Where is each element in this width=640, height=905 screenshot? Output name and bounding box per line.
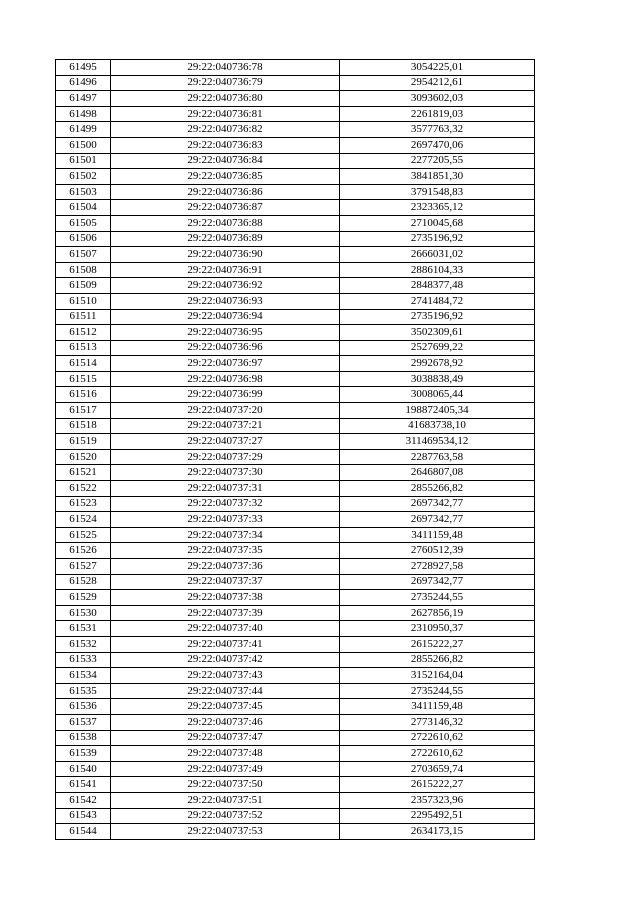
table-row [56, 792, 535, 808]
table-row [56, 777, 535, 793]
table-row [56, 621, 535, 637]
row-number-cell: 61500 [56, 137, 111, 153]
row-number-cell: 61510 [56, 293, 111, 309]
cadastral-value-cell: 3093602,03 [340, 91, 535, 107]
row-number-cell: 61506 [56, 231, 111, 247]
cadastral-value-cell: 2735196,92 [340, 231, 535, 247]
table-row [56, 106, 535, 122]
row-number-cell: 61495 [56, 60, 111, 76]
row-number-cell: 61539 [56, 746, 111, 762]
table-row [56, 418, 535, 434]
cadastral-value-cell: 41683738,10 [340, 418, 535, 434]
table-row [56, 169, 535, 185]
cadastral-number-cell: 29:22:040737:49 [111, 761, 340, 777]
cadastral-value-cell: 2287763,58 [340, 449, 535, 465]
cadastral-value-cell: 2722610,62 [340, 730, 535, 746]
cadastral-value-cell: 2527699,22 [340, 340, 535, 356]
row-number-cell: 61517 [56, 403, 111, 419]
cadastral-value-cell: 2741484,72 [340, 293, 535, 309]
cadastral-value-cell: 2855266,82 [340, 652, 535, 668]
cadastral-number-cell: 29:22:040736:83 [111, 137, 340, 153]
row-number-cell: 61521 [56, 465, 111, 481]
cadastral-number-cell: 29:22:040736:78 [111, 60, 340, 76]
cadastral-number-cell: 29:22:040736:81 [111, 106, 340, 122]
cadastral-number-cell: 29:22:040737:27 [111, 434, 340, 450]
row-number-cell: 61532 [56, 636, 111, 652]
cadastral-number-cell: 29:22:040737:41 [111, 636, 340, 652]
table-row [56, 559, 535, 575]
row-number-cell: 61513 [56, 340, 111, 356]
row-number-cell: 61520 [56, 449, 111, 465]
table-row [56, 496, 535, 512]
cadastral-number-cell: 29:22:040737:47 [111, 730, 340, 746]
row-number-cell: 61538 [56, 730, 111, 746]
cadastral-value-cell: 2634173,15 [340, 824, 535, 840]
row-number-cell: 61528 [56, 574, 111, 590]
cadastral-value-cell: 2323365,12 [340, 200, 535, 216]
cadastral-number-cell: 29:22:040737:51 [111, 792, 340, 808]
table-row [56, 434, 535, 450]
cadastral-value-cell: 2261819,03 [340, 106, 535, 122]
table-row [56, 449, 535, 465]
cadastral-value-cell: 3791548,83 [340, 184, 535, 200]
cadastral-number-cell: 29:22:040736:96 [111, 340, 340, 356]
cadastral-value-cell: 2886104,33 [340, 262, 535, 278]
cadastral-value-cell: 3038838,49 [340, 371, 535, 387]
cadastral-number-cell: 29:22:040736:91 [111, 262, 340, 278]
cadastral-number-cell: 29:22:040737:20 [111, 403, 340, 419]
table-row [56, 808, 535, 824]
table-row [56, 184, 535, 200]
cadastral-value-table [55, 59, 535, 840]
cadastral-number-cell: 29:22:040736:99 [111, 387, 340, 403]
cadastral-value-cell: 2295492,51 [340, 808, 535, 824]
row-number-cell: 61503 [56, 184, 111, 200]
cadastral-number-cell: 29:22:040737:36 [111, 559, 340, 575]
table-row [56, 153, 535, 169]
table-row [56, 75, 535, 91]
cadastral-value-cell: 2703659,74 [340, 761, 535, 777]
cadastral-value-cell: 2954212,61 [340, 75, 535, 91]
cadastral-value-cell: 2855266,82 [340, 481, 535, 497]
cadastral-value-cell: 2697470,06 [340, 137, 535, 153]
table-row [56, 60, 535, 76]
cadastral-number-cell: 29:22:040737:31 [111, 481, 340, 497]
row-number-cell: 61509 [56, 278, 111, 294]
table-row [56, 730, 535, 746]
table-row [56, 605, 535, 621]
row-number-cell: 61535 [56, 683, 111, 699]
cadastral-value-cell: 3411159,48 [340, 699, 535, 715]
cadastral-number-cell: 29:22:040737:43 [111, 668, 340, 684]
table-row [56, 403, 535, 419]
row-number-cell: 61523 [56, 496, 111, 512]
row-number-cell: 61541 [56, 777, 111, 793]
row-number-cell: 61499 [56, 122, 111, 138]
cadastral-value-cell: 2848377,48 [340, 278, 535, 294]
cadastral-number-cell: 29:22:040736:84 [111, 153, 340, 169]
table-body [56, 60, 535, 840]
cadastral-value-cell: 2697342,77 [340, 496, 535, 512]
table-row [56, 231, 535, 247]
row-number-cell: 61512 [56, 325, 111, 341]
cadastral-value-cell: 2992678,92 [340, 356, 535, 372]
table-row [56, 293, 535, 309]
table-row [56, 683, 535, 699]
cadastral-value-cell: 3841851,30 [340, 169, 535, 185]
table-row [56, 91, 535, 107]
cadastral-number-cell: 29:22:040736:82 [111, 122, 340, 138]
cadastral-number-cell: 29:22:040737:38 [111, 590, 340, 606]
cadastral-value-cell: 2773146,32 [340, 714, 535, 730]
row-number-cell: 61525 [56, 527, 111, 543]
row-number-cell: 61515 [56, 371, 111, 387]
cadastral-number-cell: 29:22:040737:53 [111, 824, 340, 840]
table-row [56, 262, 535, 278]
cadastral-number-cell: 29:22:040737:50 [111, 777, 340, 793]
table-row [56, 714, 535, 730]
cadastral-value-cell: 3577763,32 [340, 122, 535, 138]
cadastral-number-cell: 29:22:040737:46 [111, 714, 340, 730]
cadastral-number-cell: 29:22:040737:30 [111, 465, 340, 481]
table-row [56, 761, 535, 777]
row-number-cell: 61507 [56, 247, 111, 263]
cadastral-value-cell: 2615222,27 [340, 777, 535, 793]
row-number-cell: 61536 [56, 699, 111, 715]
cadastral-value-cell: 3502309,61 [340, 325, 535, 341]
table-row [56, 309, 535, 325]
cadastral-value-cell: 2646807,08 [340, 465, 535, 481]
table-row [56, 527, 535, 543]
cadastral-number-cell: 29:22:040737:34 [111, 527, 340, 543]
cadastral-number-cell: 29:22:040736:89 [111, 231, 340, 247]
cadastral-value-cell: 2310950,37 [340, 621, 535, 637]
row-number-cell: 61511 [56, 309, 111, 325]
table-row [56, 215, 535, 231]
cadastral-value-cell: 3054225,01 [340, 60, 535, 76]
table-row [56, 137, 535, 153]
cadastral-number-cell: 29:22:040737:44 [111, 683, 340, 699]
table-row [56, 668, 535, 684]
table-row [56, 200, 535, 216]
table-row [56, 699, 535, 715]
cadastral-number-cell: 29:22:040736:79 [111, 75, 340, 91]
cadastral-value-cell: 3411159,48 [340, 527, 535, 543]
cadastral-value-cell: 2735196,92 [340, 309, 535, 325]
cadastral-number-cell: 29:22:040737:48 [111, 746, 340, 762]
cadastral-number-cell: 29:22:040736:86 [111, 184, 340, 200]
table-row [56, 574, 535, 590]
table-row [56, 325, 535, 341]
row-number-cell: 61530 [56, 605, 111, 621]
table-row [56, 356, 535, 372]
row-number-cell: 61527 [56, 559, 111, 575]
cadastral-value-cell: 2760512,39 [340, 543, 535, 559]
table-row [56, 387, 535, 403]
cadastral-number-cell: 29:22:040736:93 [111, 293, 340, 309]
cadastral-number-cell: 29:22:040736:98 [111, 371, 340, 387]
row-number-cell: 61501 [56, 153, 111, 169]
cadastral-value-cell: 2735244,55 [340, 683, 535, 699]
cadastral-number-cell: 29:22:040737:29 [111, 449, 340, 465]
row-number-cell: 61544 [56, 824, 111, 840]
table-row [56, 278, 535, 294]
cadastral-number-cell: 29:22:040737:21 [111, 418, 340, 434]
table-row [56, 746, 535, 762]
row-number-cell: 61537 [56, 714, 111, 730]
cadastral-value-cell: 2735244,55 [340, 590, 535, 606]
row-number-cell: 61531 [56, 621, 111, 637]
table-row [56, 122, 535, 138]
row-number-cell: 61540 [56, 761, 111, 777]
row-number-cell: 61518 [56, 418, 111, 434]
cadastral-number-cell: 29:22:040736:87 [111, 200, 340, 216]
cadastral-value-cell: 2357323,96 [340, 792, 535, 808]
table-row [56, 512, 535, 528]
cadastral-number-cell: 29:22:040736:90 [111, 247, 340, 263]
row-number-cell: 61543 [56, 808, 111, 824]
table-row [56, 636, 535, 652]
row-number-cell: 61516 [56, 387, 111, 403]
cadastral-value-cell: 311469534,12 [340, 434, 535, 450]
row-number-cell: 61502 [56, 169, 111, 185]
cadastral-value-cell: 2728927,58 [340, 559, 535, 575]
cadastral-number-cell: 29:22:040737:32 [111, 496, 340, 512]
row-number-cell: 61514 [56, 356, 111, 372]
cadastral-number-cell: 29:22:040736:97 [111, 356, 340, 372]
table-row [56, 543, 535, 559]
cadastral-value-cell: 2710045,68 [340, 215, 535, 231]
row-number-cell: 61524 [56, 512, 111, 528]
cadastral-number-cell: 29:22:040736:85 [111, 169, 340, 185]
cadastral-number-cell: 29:22:040737:37 [111, 574, 340, 590]
row-number-cell: 61526 [56, 543, 111, 559]
table-row [56, 371, 535, 387]
table-row [56, 652, 535, 668]
row-number-cell: 61533 [56, 652, 111, 668]
cadastral-number-cell: 29:22:040736:88 [111, 215, 340, 231]
cadastral-value-cell: 2697342,77 [340, 574, 535, 590]
cadastral-value-cell: 198872405,34 [340, 403, 535, 419]
cadastral-value-cell: 2615222,27 [340, 636, 535, 652]
row-number-cell: 61497 [56, 91, 111, 107]
cadastral-number-cell: 29:22:040737:39 [111, 605, 340, 621]
cadastral-number-cell: 29:22:040737:40 [111, 621, 340, 637]
row-number-cell: 61529 [56, 590, 111, 606]
table-row [56, 590, 535, 606]
cadastral-value-cell: 2722610,62 [340, 746, 535, 762]
row-number-cell: 61498 [56, 106, 111, 122]
cadastral-number-cell: 29:22:040736:92 [111, 278, 340, 294]
cadastral-value-cell: 2277205,55 [340, 153, 535, 169]
cadastral-value-cell: 3152164,04 [340, 668, 535, 684]
row-number-cell: 61508 [56, 262, 111, 278]
table-row [56, 247, 535, 263]
table-row [56, 465, 535, 481]
cadastral-value-cell: 2697342,77 [340, 512, 535, 528]
cadastral-number-cell: 29:22:040737:35 [111, 543, 340, 559]
row-number-cell: 61522 [56, 481, 111, 497]
cadastral-number-cell: 29:22:040737:45 [111, 699, 340, 715]
row-number-cell: 61519 [56, 434, 111, 450]
row-number-cell: 61534 [56, 668, 111, 684]
cadastral-value-cell: 2666031,02 [340, 247, 535, 263]
table-row [56, 824, 535, 840]
cadastral-number-cell: 29:22:040737:42 [111, 652, 340, 668]
cadastral-number-cell: 29:22:040737:33 [111, 512, 340, 528]
row-number-cell: 61504 [56, 200, 111, 216]
table-row [56, 481, 535, 497]
cadastral-number-cell: 29:22:040737:52 [111, 808, 340, 824]
cadastral-value-cell: 2627856,19 [340, 605, 535, 621]
cadastral-number-cell: 29:22:040736:95 [111, 325, 340, 341]
row-number-cell: 61542 [56, 792, 111, 808]
row-number-cell: 61496 [56, 75, 111, 91]
cadastral-value-cell: 3008065,44 [340, 387, 535, 403]
cadastral-number-cell: 29:22:040736:80 [111, 91, 340, 107]
cadastral-number-cell: 29:22:040736:94 [111, 309, 340, 325]
table-row [56, 340, 535, 356]
row-number-cell: 61505 [56, 215, 111, 231]
